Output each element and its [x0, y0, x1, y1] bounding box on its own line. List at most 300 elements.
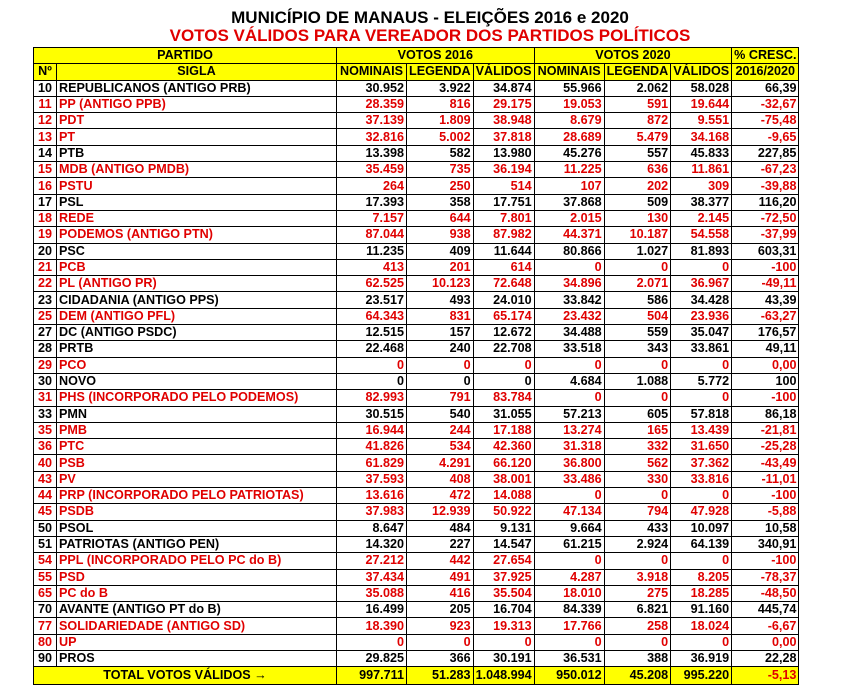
cell-nominais-2020: 9.664 — [534, 520, 604, 536]
cell-validos-2020: 19.644 — [671, 96, 732, 112]
table-row — [34, 292, 799, 308]
cell-cresc: 86,18 — [732, 406, 799, 422]
cell-legenda-2020: 0 — [604, 634, 671, 650]
cell-cresc: 227,85 — [732, 145, 799, 161]
header-row-2 — [34, 64, 799, 80]
cell-num: 70 — [34, 602, 57, 618]
cell-validos-2016: 34.874 — [473, 80, 534, 96]
cell-validos-2020: 8.205 — [671, 569, 732, 585]
cell-nominais-2016: 62.525 — [337, 276, 407, 292]
cell-num: 80 — [34, 634, 57, 650]
cell-cresc: 116,20 — [732, 194, 799, 210]
cell-nominais-2016: 23.517 — [337, 292, 407, 308]
total-label: TOTAL VOTOS VÁLIDOS → — [34, 667, 337, 685]
cell-validos-2016: 27.654 — [473, 553, 534, 569]
cell-nominais-2016: 37.434 — [337, 569, 407, 585]
table-row — [34, 243, 799, 259]
cell-num: 23 — [34, 292, 57, 308]
cell-nominais-2020: 107 — [534, 178, 604, 194]
cell-nominais-2016: 30.515 — [337, 406, 407, 422]
cell-validos-2020: 2.145 — [671, 210, 732, 226]
cell-validos-2020: 18.024 — [671, 618, 732, 634]
cell-num: 40 — [34, 455, 57, 471]
cell-sigla: PPL (INCORPORADO PELO PC do B) — [57, 553, 337, 569]
cell-validos-2016: 87.982 — [473, 227, 534, 243]
cell-legenda-2016: 644 — [407, 210, 474, 226]
header-nominais-2020: NOMINAIS — [534, 64, 604, 80]
cell-legenda-2020: 202 — [604, 178, 671, 194]
votes-table — [33, 47, 799, 685]
cell-legenda-2020: 586 — [604, 292, 671, 308]
cell-num: 30 — [34, 373, 57, 389]
cell-validos-2016: 65.174 — [473, 308, 534, 324]
cell-cresc: 0,00 — [732, 357, 799, 373]
cell-cresc: -32,67 — [732, 96, 799, 112]
cell-validos-2020: 34.168 — [671, 129, 732, 145]
cell-validos-2016: 24.010 — [473, 292, 534, 308]
cell-legenda-2016: 409 — [407, 243, 474, 259]
cell-nominais-2016: 13.398 — [337, 145, 407, 161]
cell-num: 12 — [34, 113, 57, 129]
cell-sigla: PL (ANTIGO PR) — [57, 276, 337, 292]
header-validos-2020: VÁLIDOS — [671, 64, 732, 80]
cell-legenda-2016: 791 — [407, 390, 474, 406]
page-subtitle: VOTOS VÁLIDOS PARA VEREADOR DOS PARTIDOS POLÍTICOS — [169, 26, 691, 45]
cell-num: 65 — [34, 585, 57, 601]
cell-nominais-2016: 7.157 — [337, 210, 407, 226]
cell-nominais-2016: 18.390 — [337, 618, 407, 634]
cell-cresc: -5,88 — [732, 504, 799, 520]
cell-sigla: PSOL — [57, 520, 337, 536]
cell-sigla: PSDB — [57, 504, 337, 520]
cell-cresc: -72,50 — [732, 210, 799, 226]
total-validos-2020: 995.220 — [671, 667, 732, 685]
cell-validos-2020: 35.047 — [671, 325, 732, 341]
cell-legenda-2016: 227 — [407, 536, 474, 552]
cell-legenda-2020: 559 — [604, 325, 671, 341]
cell-num: 51 — [34, 536, 57, 552]
cell-legenda-2020: 332 — [604, 439, 671, 455]
cell-validos-2020: 57.818 — [671, 406, 732, 422]
cell-nominais-2016: 16.499 — [337, 602, 407, 618]
cell-num: 55 — [34, 569, 57, 585]
cell-nominais-2020: 55.966 — [534, 80, 604, 96]
cell-cresc: 445,74 — [732, 602, 799, 618]
cell-nominais-2016: 35.459 — [337, 162, 407, 178]
cell-validos-2020: 0 — [671, 553, 732, 569]
cell-validos-2016: 38.001 — [473, 471, 534, 487]
cell-cresc: -11,01 — [732, 471, 799, 487]
table-row — [34, 585, 799, 601]
cell-validos-2016: 514 — [473, 178, 534, 194]
cell-nominais-2016: 37.593 — [337, 471, 407, 487]
cell-cresc: -37,99 — [732, 227, 799, 243]
cell-sigla: DC (ANTIGO PSDC) — [57, 325, 337, 341]
cell-validos-2020: 33.861 — [671, 341, 732, 357]
cell-nominais-2020: 37.868 — [534, 194, 604, 210]
cell-legenda-2016: 493 — [407, 292, 474, 308]
cell-legenda-2016: 201 — [407, 259, 474, 275]
table-row — [34, 227, 799, 243]
cell-sigla: NOVO — [57, 373, 337, 389]
cell-num: 13 — [34, 129, 57, 145]
cell-validos-2020: 309 — [671, 178, 732, 194]
table-row — [34, 341, 799, 357]
header-legenda-2016: LEGENDA — [407, 64, 474, 80]
cell-cresc: 176,57 — [732, 325, 799, 341]
cell-num: 29 — [34, 357, 57, 373]
cell-validos-2016: 36.194 — [473, 162, 534, 178]
cell-legenda-2020: 343 — [604, 341, 671, 357]
cell-nominais-2016: 30.952 — [337, 80, 407, 96]
cell-sigla: PSC — [57, 243, 337, 259]
cell-legenda-2020: 0 — [604, 357, 671, 373]
cell-nominais-2020: 0 — [534, 553, 604, 569]
cell-sigla: PDT — [57, 113, 337, 129]
cell-num: 17 — [34, 194, 57, 210]
cell-legenda-2020: 0 — [604, 488, 671, 504]
table-row — [34, 308, 799, 324]
cell-nominais-2016: 61.829 — [337, 455, 407, 471]
cell-validos-2020: 45.833 — [671, 145, 732, 161]
table-row — [34, 129, 799, 145]
cell-num: 31 — [34, 390, 57, 406]
cell-legenda-2016: 831 — [407, 308, 474, 324]
cell-num: 19 — [34, 227, 57, 243]
cell-validos-2020: 91.160 — [671, 602, 732, 618]
table-row — [34, 602, 799, 618]
cell-legenda-2020: 636 — [604, 162, 671, 178]
total-cresc: -5,13 — [732, 667, 799, 685]
cell-validos-2020: 54.558 — [671, 227, 732, 243]
cell-validos-2016: 7.801 — [473, 210, 534, 226]
cell-cresc: 22,28 — [732, 650, 799, 666]
cell-nominais-2020: 13.274 — [534, 422, 604, 438]
cell-legenda-2016: 735 — [407, 162, 474, 178]
cell-legenda-2020: 130 — [604, 210, 671, 226]
cell-nominais-2016: 37.983 — [337, 504, 407, 520]
cell-validos-2020: 38.377 — [671, 194, 732, 210]
cell-validos-2016: 31.055 — [473, 406, 534, 422]
cell-legenda-2016: 416 — [407, 585, 474, 601]
cell-validos-2016: 38.948 — [473, 113, 534, 129]
table-row — [34, 406, 799, 422]
cell-validos-2020: 64.139 — [671, 536, 732, 552]
cell-legenda-2020: 1.027 — [604, 243, 671, 259]
cell-validos-2020: 9.551 — [671, 113, 732, 129]
cell-sigla: PMN — [57, 406, 337, 422]
cell-num: 14 — [34, 145, 57, 161]
page-title: MUNICÍPIO DE MANAUS - ELEIÇÕES 2016 e 2020 — [231, 8, 629, 27]
cell-num: 15 — [34, 162, 57, 178]
cell-cresc: -78,37 — [732, 569, 799, 585]
cell-num: 11 — [34, 96, 57, 112]
header-partido: PARTIDO — [34, 48, 337, 64]
cell-validos-2020: 37.362 — [671, 455, 732, 471]
cell-nominais-2020: 8.679 — [534, 113, 604, 129]
cell-validos-2016: 37.925 — [473, 569, 534, 585]
cell-sigla: PSL — [57, 194, 337, 210]
cell-sigla: REDE — [57, 210, 337, 226]
total-legenda-2016: 51.283 — [407, 667, 474, 685]
cell-nominais-2020: 17.766 — [534, 618, 604, 634]
cell-legenda-2020: 433 — [604, 520, 671, 536]
cell-legenda-2020: 509 — [604, 194, 671, 210]
cell-validos-2016: 14.547 — [473, 536, 534, 552]
cell-legenda-2020: 330 — [604, 471, 671, 487]
cell-nominais-2020: 84.339 — [534, 602, 604, 618]
cell-legenda-2020: 562 — [604, 455, 671, 471]
cell-legenda-2016: 12.939 — [407, 504, 474, 520]
header-votos-2016: VOTOS 2016 — [337, 48, 535, 64]
cell-legenda-2020: 605 — [604, 406, 671, 422]
table-row — [34, 634, 799, 650]
cell-legenda-2016: 0 — [407, 373, 474, 389]
cell-validos-2016: 72.648 — [473, 276, 534, 292]
cell-cresc: 66,39 — [732, 80, 799, 96]
cell-validos-2016: 11.644 — [473, 243, 534, 259]
cell-sigla: MDB (ANTIGO PMDB) — [57, 162, 337, 178]
cell-num: 43 — [34, 471, 57, 487]
cell-num: 54 — [34, 553, 57, 569]
cell-cresc: -63,27 — [732, 308, 799, 324]
cell-validos-2016: 17.751 — [473, 194, 534, 210]
cell-legenda-2020: 5.479 — [604, 129, 671, 145]
cell-sigla: PSTU — [57, 178, 337, 194]
table-row — [34, 178, 799, 194]
cell-validos-2020: 58.028 — [671, 80, 732, 96]
cell-validos-2020: 18.285 — [671, 585, 732, 601]
cell-validos-2020: 5.772 — [671, 373, 732, 389]
cell-nominais-2016: 0 — [337, 634, 407, 650]
cell-sigla: PROS — [57, 650, 337, 666]
cell-sigla: PSB — [57, 455, 337, 471]
cell-num: 18 — [34, 210, 57, 226]
cell-nominais-2020: 4.287 — [534, 569, 604, 585]
cell-sigla: PC do B — [57, 585, 337, 601]
cell-nominais-2020: 80.866 — [534, 243, 604, 259]
cell-sigla: REPUBLICANOS (ANTIGO PRB) — [57, 80, 337, 96]
cell-legenda-2016: 484 — [407, 520, 474, 536]
total-legenda-2020: 45.208 — [604, 667, 671, 685]
cell-validos-2016: 16.704 — [473, 602, 534, 618]
cell-cresc: -67,23 — [732, 162, 799, 178]
cell-validos-2016: 30.191 — [473, 650, 534, 666]
cell-nominais-2016: 28.359 — [337, 96, 407, 112]
cell-validos-2020: 0 — [671, 634, 732, 650]
cell-validos-2020: 0 — [671, 390, 732, 406]
cell-nominais-2020: 33.842 — [534, 292, 604, 308]
cell-legenda-2016: 938 — [407, 227, 474, 243]
cell-legenda-2020: 794 — [604, 504, 671, 520]
cell-legenda-2016: 1.809 — [407, 113, 474, 129]
cell-nominais-2016: 37.139 — [337, 113, 407, 129]
table-row — [34, 259, 799, 275]
cell-legenda-2016: 240 — [407, 341, 474, 357]
cell-sigla: DEM (ANTIGO PFL) — [57, 308, 337, 324]
table-row — [34, 390, 799, 406]
cell-cresc: -6,67 — [732, 618, 799, 634]
cell-validos-2016: 42.360 — [473, 439, 534, 455]
cell-nominais-2016: 17.393 — [337, 194, 407, 210]
cell-validos-2020: 81.893 — [671, 243, 732, 259]
cell-nominais-2016: 82.993 — [337, 390, 407, 406]
total-row — [34, 667, 799, 685]
table-row — [34, 536, 799, 552]
cell-nominais-2016: 264 — [337, 178, 407, 194]
cell-legenda-2016: 491 — [407, 569, 474, 585]
cell-validos-2016: 0 — [473, 373, 534, 389]
header-periodo: 2016/2020 — [732, 64, 799, 80]
cell-legenda-2016: 205 — [407, 602, 474, 618]
cell-validos-2016: 0 — [473, 634, 534, 650]
cell-legenda-2020: 557 — [604, 145, 671, 161]
cell-validos-2020: 13.439 — [671, 422, 732, 438]
cell-legenda-2020: 3.918 — [604, 569, 671, 585]
cell-nominais-2016: 12.515 — [337, 325, 407, 341]
table-row — [34, 422, 799, 438]
cell-num: 90 — [34, 650, 57, 666]
cell-validos-2016: 17.188 — [473, 422, 534, 438]
cell-legenda-2016: 408 — [407, 471, 474, 487]
cell-legenda-2020: 1.088 — [604, 373, 671, 389]
cell-nominais-2020: 34.488 — [534, 325, 604, 341]
cell-validos-2020: 36.967 — [671, 276, 732, 292]
cell-sigla: PV — [57, 471, 337, 487]
cell-validos-2020: 23.936 — [671, 308, 732, 324]
cell-nominais-2020: 36.800 — [534, 455, 604, 471]
cell-nominais-2020: 4.684 — [534, 373, 604, 389]
cell-nominais-2016: 41.826 — [337, 439, 407, 455]
table-row — [34, 276, 799, 292]
cell-num: 28 — [34, 341, 57, 357]
cell-validos-2016: 22.708 — [473, 341, 534, 357]
table-row — [34, 194, 799, 210]
cell-nominais-2020: 57.213 — [534, 406, 604, 422]
table-row — [34, 210, 799, 226]
cell-legenda-2016: 366 — [407, 650, 474, 666]
cell-nominais-2020: 47.134 — [534, 504, 604, 520]
cell-nominais-2016: 35.088 — [337, 585, 407, 601]
cell-num: 35 — [34, 422, 57, 438]
cell-legenda-2020: 275 — [604, 585, 671, 601]
cell-nominais-2020: 11.225 — [534, 162, 604, 178]
cell-legenda-2020: 2.071 — [604, 276, 671, 292]
cell-cresc: -49,11 — [732, 276, 799, 292]
header-votos-2020: VOTOS 2020 — [534, 48, 732, 64]
table-row — [34, 113, 799, 129]
cell-validos-2020: 11.861 — [671, 162, 732, 178]
cell-legenda-2020: 6.821 — [604, 602, 671, 618]
cell-cresc: -39,88 — [732, 178, 799, 194]
cell-validos-2020: 0 — [671, 259, 732, 275]
cell-cresc: -43,49 — [732, 455, 799, 471]
cell-legenda-2020: 0 — [604, 259, 671, 275]
cell-nominais-2020: 19.053 — [534, 96, 604, 112]
cell-num: 22 — [34, 276, 57, 292]
cell-legenda-2020: 258 — [604, 618, 671, 634]
cell-sigla: PP (ANTIGO PPB) — [57, 96, 337, 112]
cell-legenda-2016: 540 — [407, 406, 474, 422]
cell-sigla: PTB — [57, 145, 337, 161]
cell-nominais-2016: 11.235 — [337, 243, 407, 259]
total-validos-2016: 1.048.994 — [473, 667, 534, 685]
cell-legenda-2016: 472 — [407, 488, 474, 504]
cell-legenda-2016: 244 — [407, 422, 474, 438]
cell-validos-2020: 33.816 — [671, 471, 732, 487]
cell-validos-2016: 66.120 — [473, 455, 534, 471]
cell-nominais-2020: 0 — [534, 390, 604, 406]
cell-cresc: -48,50 — [732, 585, 799, 601]
table-row — [34, 439, 799, 455]
cell-validos-2016: 83.784 — [473, 390, 534, 406]
cell-cresc: 100 — [732, 373, 799, 389]
cell-sigla: PT — [57, 129, 337, 145]
cell-cresc: -9,65 — [732, 129, 799, 145]
table-row — [34, 618, 799, 634]
cell-sigla: PMB — [57, 422, 337, 438]
cell-validos-2016: 29.175 — [473, 96, 534, 112]
header-legenda-2020: LEGENDA — [604, 64, 671, 80]
cell-cresc: -21,81 — [732, 422, 799, 438]
cell-num: 20 — [34, 243, 57, 259]
cell-num: 45 — [34, 504, 57, 520]
cell-nominais-2016: 413 — [337, 259, 407, 275]
cell-nominais-2020: 31.318 — [534, 439, 604, 455]
cell-nominais-2020: 45.276 — [534, 145, 604, 161]
cell-nominais-2016: 16.944 — [337, 422, 407, 438]
table-row — [34, 553, 799, 569]
cell-legenda-2016: 10.123 — [407, 276, 474, 292]
cell-legenda-2020: 872 — [604, 113, 671, 129]
cell-cresc: -100 — [732, 390, 799, 406]
table-row — [34, 471, 799, 487]
header-validos-2016: VÁLIDOS — [473, 64, 534, 80]
cell-validos-2020: 31.650 — [671, 439, 732, 455]
cell-num: 25 — [34, 308, 57, 324]
cell-legenda-2016: 534 — [407, 439, 474, 455]
cell-cresc: -25,28 — [732, 439, 799, 455]
cell-sigla: PCO — [57, 357, 337, 373]
total-nominais-2016: 997.711 — [337, 667, 407, 685]
cell-sigla: PATRIOTAS (ANTIGO PEN) — [57, 536, 337, 552]
cell-nominais-2020: 28.689 — [534, 129, 604, 145]
cell-legenda-2016: 4.291 — [407, 455, 474, 471]
cell-legenda-2016: 250 — [407, 178, 474, 194]
cell-nominais-2020: 36.531 — [534, 650, 604, 666]
cell-validos-2016: 9.131 — [473, 520, 534, 536]
cell-num: 50 — [34, 520, 57, 536]
cell-validos-2016: 19.313 — [473, 618, 534, 634]
cell-legenda-2016: 358 — [407, 194, 474, 210]
cell-num: 33 — [34, 406, 57, 422]
cell-validos-2020: 0 — [671, 488, 732, 504]
cell-legenda-2020: 10.187 — [604, 227, 671, 243]
cell-validos-2016: 12.672 — [473, 325, 534, 341]
cell-sigla: AVANTE (ANTIGO PT do B) — [57, 602, 337, 618]
header-sigla: SIGLA — [57, 64, 337, 80]
cell-sigla: PCB — [57, 259, 337, 275]
cell-sigla: UP — [57, 634, 337, 650]
cell-nominais-2016: 29.825 — [337, 650, 407, 666]
table-row — [34, 373, 799, 389]
header-row-1 — [34, 48, 799, 64]
cell-nominais-2016: 0 — [337, 357, 407, 373]
cell-nominais-2020: 23.432 — [534, 308, 604, 324]
cell-validos-2016: 14.088 — [473, 488, 534, 504]
cell-cresc: 10,58 — [732, 520, 799, 536]
table-row — [34, 569, 799, 585]
